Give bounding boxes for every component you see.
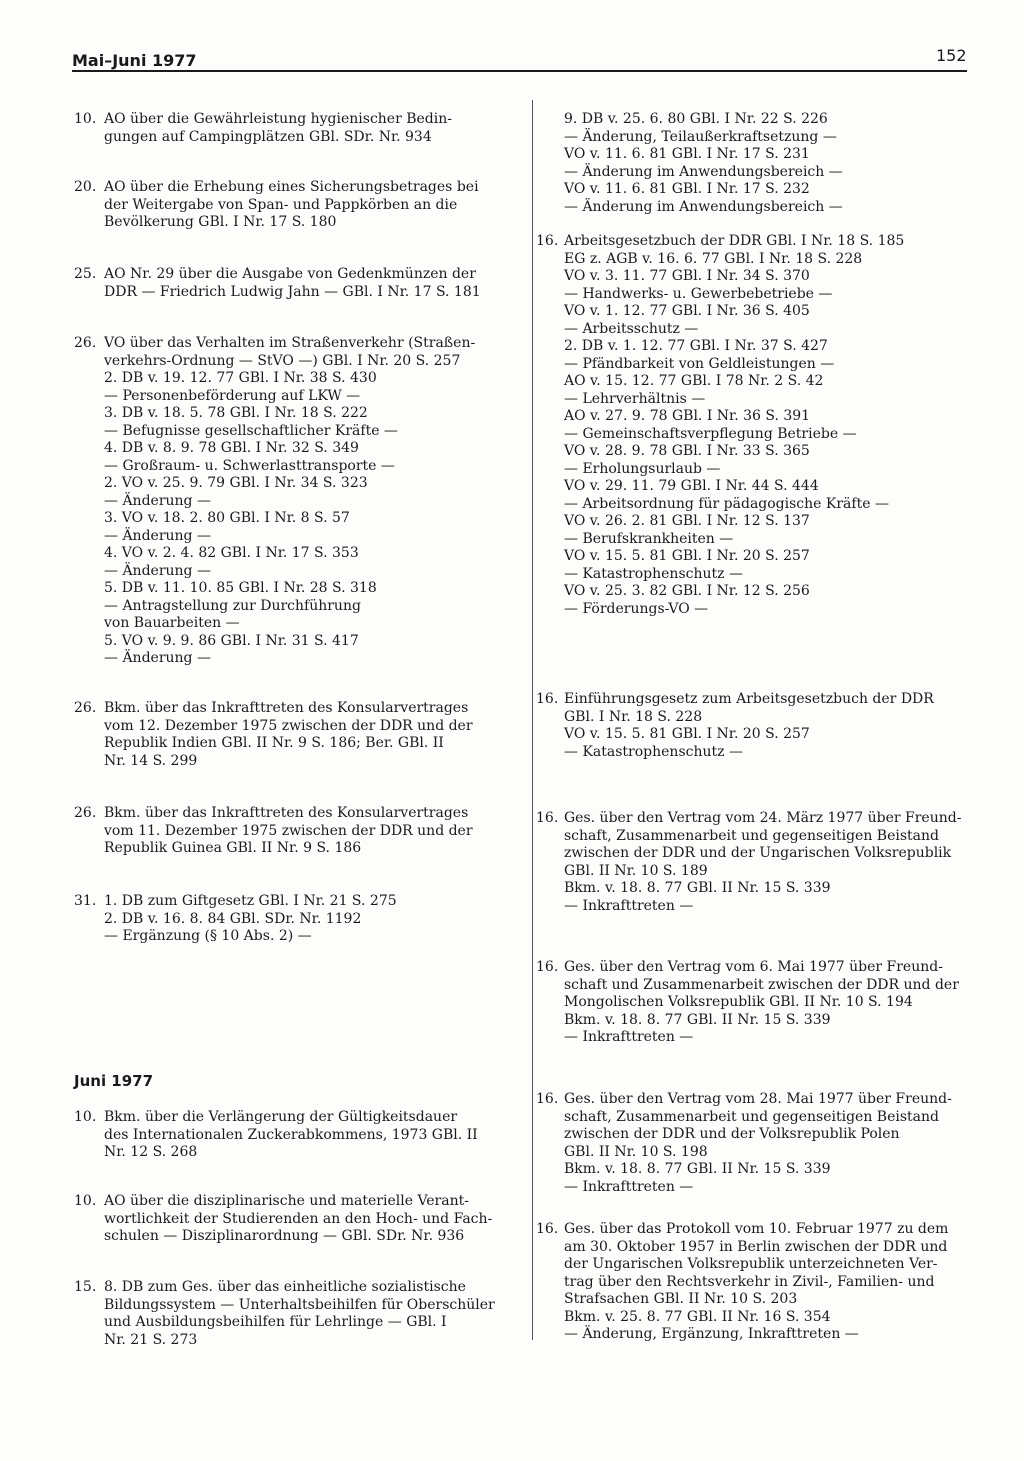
entry-line: vom 12. Dezember 1975 zwischen der DDR und der	[104, 717, 473, 734]
entry-day: 31.	[74, 893, 97, 909]
entry-line: am 30. Oktober 1957 in Berlin zwischen der DDR und	[564, 1238, 948, 1255]
entry-line: AO über die disziplinarische und materielle Verant-	[104, 1193, 469, 1209]
entry-line: — Lehrverhältnis —	[564, 390, 706, 407]
entry-line: schaft, Zusammenarbeit und gegenseitigen Beistand	[564, 827, 939, 844]
entry-line: — Katastrophenschutz —	[564, 743, 743, 760]
entry-line: schulen — Disziplinarordnung — GBl. SDr. Nr. 936	[104, 1228, 465, 1244]
entry-line: wortlichkeit der Studierenden an den Hoch- und Fach-	[104, 1210, 493, 1227]
register-entry	[536, 959, 976, 1047]
entry-line: AO v. 27. 9. 78 GBl. I Nr. 36 S. 391	[564, 408, 811, 424]
entry-line: 4. VO v. 2. 4. 82 GBl. I Nr. 17 S. 353	[104, 545, 359, 561]
entry-line: VO v. 1. 12. 77 GBl. I Nr. 36 S. 405	[564, 303, 810, 319]
entry-line: — Berufskrankheiten —	[564, 530, 734, 547]
entry-day: 16.	[536, 810, 559, 826]
entry-line: EG z. AGB v. 16. 6. 77 GBl. I Nr. 18 S. 228	[564, 250, 863, 267]
entry-text	[104, 111, 514, 146]
entry-line: — Ergänzung (§ 10 Abs. 2) —	[104, 928, 312, 944]
section-heading-juni-1977: Juni 1977	[74, 1072, 154, 1090]
entry-line: — Änderung, Teilaußerkraftsetzung —	[564, 128, 837, 145]
header-rule	[72, 70, 967, 72]
entry-text	[564, 691, 976, 761]
entry-day: 16.	[536, 233, 559, 249]
entry-line: — Handwerks- u. Gewerbebetriebe —	[564, 285, 833, 302]
entry-line: — Änderung, Ergänzung, Inkrafttreten —	[564, 1326, 859, 1342]
entry-line: Bkm. v. 18. 8. 77 GBl. II Nr. 15 S. 339	[564, 1161, 831, 1177]
entry-text	[104, 266, 514, 301]
register-entry	[536, 1221, 976, 1344]
register-entry	[536, 810, 976, 915]
entry-text	[104, 335, 514, 668]
register-entry	[74, 700, 514, 770]
entry-line: VO v. 26. 2. 81 GBl. I Nr. 12 S. 137	[564, 513, 810, 529]
register-entry	[74, 805, 514, 858]
register-entry	[536, 233, 976, 618]
entry-day: 10.	[74, 1109, 97, 1125]
entry-line: GBl. I Nr. 18 S. 228	[564, 708, 703, 725]
entry-line: 4. DB v. 8. 9. 78 GBl. I Nr. 32 S. 349	[104, 440, 359, 456]
entry-line: 2. VO v. 25. 9. 79 GBl. I Nr. 34 S. 323	[104, 475, 368, 491]
entry-line: — Inkrafttreten —	[564, 1178, 694, 1195]
entry-line: Ges. über den Vertrag vom 6. Mai 1977 über Freund-	[564, 959, 943, 975]
entry-text	[564, 1091, 976, 1196]
entry-line: DDR — Friedrich Ludwig Jahn — GBl. I Nr. 17 S. 181	[104, 283, 481, 300]
entry-line: — Großraum- u. Schwerlasttransporte —	[104, 457, 395, 474]
entry-line: 2. DB v. 19. 12. 77 GBl. I Nr. 38 S. 430	[104, 370, 377, 386]
entry-day: 26.	[74, 700, 97, 716]
entry-line: VO v. 11. 6. 81 GBl. I Nr. 17 S. 231	[564, 146, 810, 162]
entry-day: 16.	[536, 1221, 559, 1237]
entry-line: VO v. 15. 5. 81 GBl. I Nr. 20 S. 257	[564, 548, 810, 564]
entry-line: Bevölkerung GBl. I Nr. 17 S. 180	[104, 214, 337, 230]
entry-day: 26.	[74, 805, 97, 821]
entry-line: Ges. über den Vertrag vom 24. März 1977 über Freund-	[564, 810, 962, 826]
entry-text	[104, 179, 514, 232]
page-header-title: Mai–Juni 1977	[72, 51, 197, 70]
register-entry	[74, 266, 514, 301]
entry-line: — Förderungs-VO —	[564, 600, 709, 617]
entry-line: — Befugnisse gesellschaftlicher Kräfte —	[104, 422, 398, 439]
entry-text	[564, 1221, 976, 1344]
entry-line: 5. DB v. 11. 10. 85 GBl. I Nr. 28 S. 318	[104, 580, 377, 596]
entry-line: 2. DB v. 1. 12. 77 GBl. I Nr. 37 S. 427	[564, 338, 828, 354]
entry-line: trag über den Rechtsverkehr in Zivil-, Familien- und	[564, 1273, 935, 1290]
entry-line: — Katastrophenschutz —	[564, 565, 743, 582]
entry-text	[104, 1109, 514, 1162]
register-entry	[74, 893, 514, 946]
entry-line: — Änderung —	[104, 492, 211, 509]
entry-line: gungen auf Campingplätzen GBl. SDr. Nr. 934	[104, 128, 432, 145]
entry-text	[104, 1279, 514, 1349]
entry-day: 26.	[74, 335, 97, 351]
entry-line: Bkm. über das Inkrafttreten des Konsularvertrages	[104, 700, 469, 716]
entry-line: AO über die Erhebung eines Sicherungsbetrages bei	[104, 179, 479, 195]
entry-text	[104, 700, 514, 770]
entry-line: verkehrs-Ordnung — StVO —) GBl. I Nr. 20 S. 257	[104, 352, 461, 369]
page-number: 152	[936, 46, 967, 65]
entry-line: — Änderung im Anwendungsbereich —	[564, 163, 843, 180]
entry-day: 16.	[536, 691, 559, 707]
entry-text	[104, 1193, 514, 1246]
entry-line: 3. DB v. 18. 5. 78 GBl. I Nr. 18 S. 222	[104, 405, 368, 421]
entry-line: — Änderung —	[104, 527, 211, 544]
entry-line: 2. DB v. 16. 8. 84 GBl. SDr. Nr. 1192	[104, 910, 362, 927]
entry-line: Strafsachen GBl. II Nr. 10 S. 203	[564, 1291, 798, 1307]
entry-line: 1. DB zum Giftgesetz GBl. I Nr. 21 S. 275	[104, 893, 397, 909]
entry-line: — Pfändbarkeit von Geldleistungen —	[564, 355, 835, 372]
entry-line: Einführungsgesetz zum Arbeitsgesetzbuch der DDR	[564, 691, 934, 707]
entry-line: — Änderung —	[104, 562, 211, 579]
entry-line: Bkm. über das Inkrafttreten des Konsularvertrages	[104, 805, 469, 821]
entry-text	[564, 111, 976, 216]
register-entry	[536, 1091, 976, 1196]
entry-line: schaft und Zusammenarbeit zwischen der DDR und der	[564, 976, 959, 993]
entry-line: VO v. 11. 6. 81 GBl. I Nr. 17 S. 232	[564, 181, 810, 197]
entry-line: GBl. II Nr. 10 S. 189	[564, 862, 708, 879]
entry-line: zwischen der DDR und der Ungarischen Volksrepublik	[564, 845, 952, 861]
entry-line: zwischen der DDR und der Volksrepublik Polen	[564, 1126, 900, 1142]
entry-line: Bildungssystem — Unterhaltsbeihilfen für Oberschüler	[104, 1296, 495, 1313]
entry-line: Bkm. über die Verlängerung der Gültigkeitsdauer	[104, 1109, 458, 1125]
entry-line: Republik Guinea GBl. II Nr. 9 S. 186	[104, 840, 362, 856]
entry-line: schaft, Zusammenarbeit und gegenseitigen Beistand	[564, 1108, 939, 1125]
entry-line: Nr. 14 S. 299	[104, 752, 198, 769]
entry-line: Arbeitsgesetzbuch der DDR GBl. I Nr. 18 S. 185	[564, 233, 905, 249]
entry-line: VO v. 25. 3. 82 GBl. I Nr. 12 S. 256	[564, 583, 810, 599]
entry-line: 3. VO v. 18. 2. 80 GBl. I Nr. 8 S. 57	[104, 510, 350, 526]
register-entry	[74, 1193, 514, 1246]
entry-text	[564, 810, 976, 915]
entry-line: VO v. 15. 5. 81 GBl. I Nr. 20 S. 257	[564, 726, 810, 742]
entry-line: 5. VO v. 9. 9. 86 GBl. I Nr. 31 S. 417	[104, 632, 359, 649]
entry-line: AO Nr. 29 über die Ausgabe von Gedenkmünzen der	[104, 266, 476, 282]
register-entry	[536, 111, 976, 216]
register-entry	[74, 335, 514, 668]
entry-line: — Arbeitsschutz —	[564, 320, 699, 337]
entry-text	[564, 959, 976, 1047]
entry-line: der Ungarischen Volksrepublik unterzeichneten Ver-	[564, 1256, 938, 1272]
column-divider	[532, 100, 533, 1340]
entry-day: 25.	[74, 266, 97, 282]
entry-line: Mongolischen Volksrepublik GBl. II Nr. 10 S. 194	[564, 994, 913, 1010]
entry-line: — Inkrafttreten —	[564, 1029, 694, 1045]
entry-line: AO über die Gewährleistung hygienischer Bedin-	[104, 111, 452, 127]
entry-line: GBl. II Nr. 10 S. 198	[564, 1143, 708, 1160]
entry-line: — Inkrafttreten —	[564, 897, 694, 914]
entry-day: 16.	[536, 1091, 559, 1107]
entry-line: Nr. 12 S. 268	[104, 1144, 198, 1160]
entry-day: 15.	[74, 1279, 97, 1295]
entry-day: 10.	[74, 111, 97, 127]
register-entry	[74, 1279, 514, 1349]
entry-line: Bkm. v. 25. 8. 77 GBl. II Nr. 16 S. 354	[564, 1308, 831, 1325]
entry-line: vom 11. Dezember 1975 zwischen der DDR und der	[104, 822, 473, 839]
entry-line: — Erholungsurlaub —	[564, 460, 721, 477]
entry-text	[104, 893, 514, 946]
register-entry	[74, 179, 514, 232]
entry-line: des Internationalen Zuckerabkommens, 1973 GBl. II	[104, 1126, 478, 1143]
entry-text	[104, 805, 514, 858]
entry-line: und Ausbildungsbeihilfen für Lehrlinge — GBl. I	[104, 1314, 447, 1330]
entry-line: VO über das Verhalten im Straßenverkehr (Straßen-	[104, 335, 476, 351]
entry-day: 16.	[536, 959, 559, 975]
register-entry	[74, 111, 514, 146]
entry-line: VO v. 28. 9. 78 GBl. I Nr. 33 S. 365	[564, 443, 810, 459]
entry-line: — Personenbeförderung auf LKW —	[104, 387, 361, 404]
entry-line: der Weitergabe von Span- und Pappkörben an die	[104, 196, 458, 213]
entry-line: Bkm. v. 18. 8. 77 GBl. II Nr. 15 S. 339	[564, 880, 831, 896]
register-entry	[536, 691, 976, 761]
register-entry	[74, 1109, 514, 1162]
entry-line: 9. DB v. 25. 6. 80 GBl. I Nr. 22 S. 226	[564, 111, 828, 127]
entry-line: AO v. 15. 12. 77 GBl. I 78 Nr. 2 S. 42	[564, 373, 824, 389]
entry-line: Republik Indien GBl. II Nr. 9 S. 186; Ber. GBl. II	[104, 735, 444, 751]
entry-line: — Änderung im Anwendungsbereich —	[564, 198, 843, 215]
entry-day: 20.	[74, 179, 97, 195]
entry-line: von Bauarbeiten —	[104, 615, 240, 631]
entry-line: Nr. 21 S. 273	[104, 1331, 198, 1348]
entry-line: Ges. über das Protokoll vom 10. Februar 1977 zu dem	[564, 1221, 949, 1237]
entry-line: — Änderung —	[104, 650, 211, 666]
entry-line: VO v. 29. 11. 79 GBl. I Nr. 44 S. 444	[564, 478, 819, 494]
entry-line: VO v. 3. 11. 77 GBl. I Nr. 34 S. 370	[564, 268, 810, 284]
entry-line: Bkm. v. 18. 8. 77 GBl. II Nr. 15 S. 339	[564, 1011, 831, 1028]
entry-line: — Antragstellung zur Durchführung	[104, 597, 361, 614]
entry-line: 8. DB zum Ges. über das einheitliche sozialistische	[104, 1279, 466, 1295]
entry-text	[564, 233, 976, 618]
entry-day: 10.	[74, 1193, 97, 1209]
entry-line: — Gemeinschaftsverpflegung Betriebe —	[564, 425, 857, 442]
entry-line: Ges. über den Vertrag vom 28. Mai 1977 über Freund-	[564, 1091, 952, 1107]
entry-line: — Arbeitsordnung für pädagogische Kräfte —	[564, 495, 889, 512]
